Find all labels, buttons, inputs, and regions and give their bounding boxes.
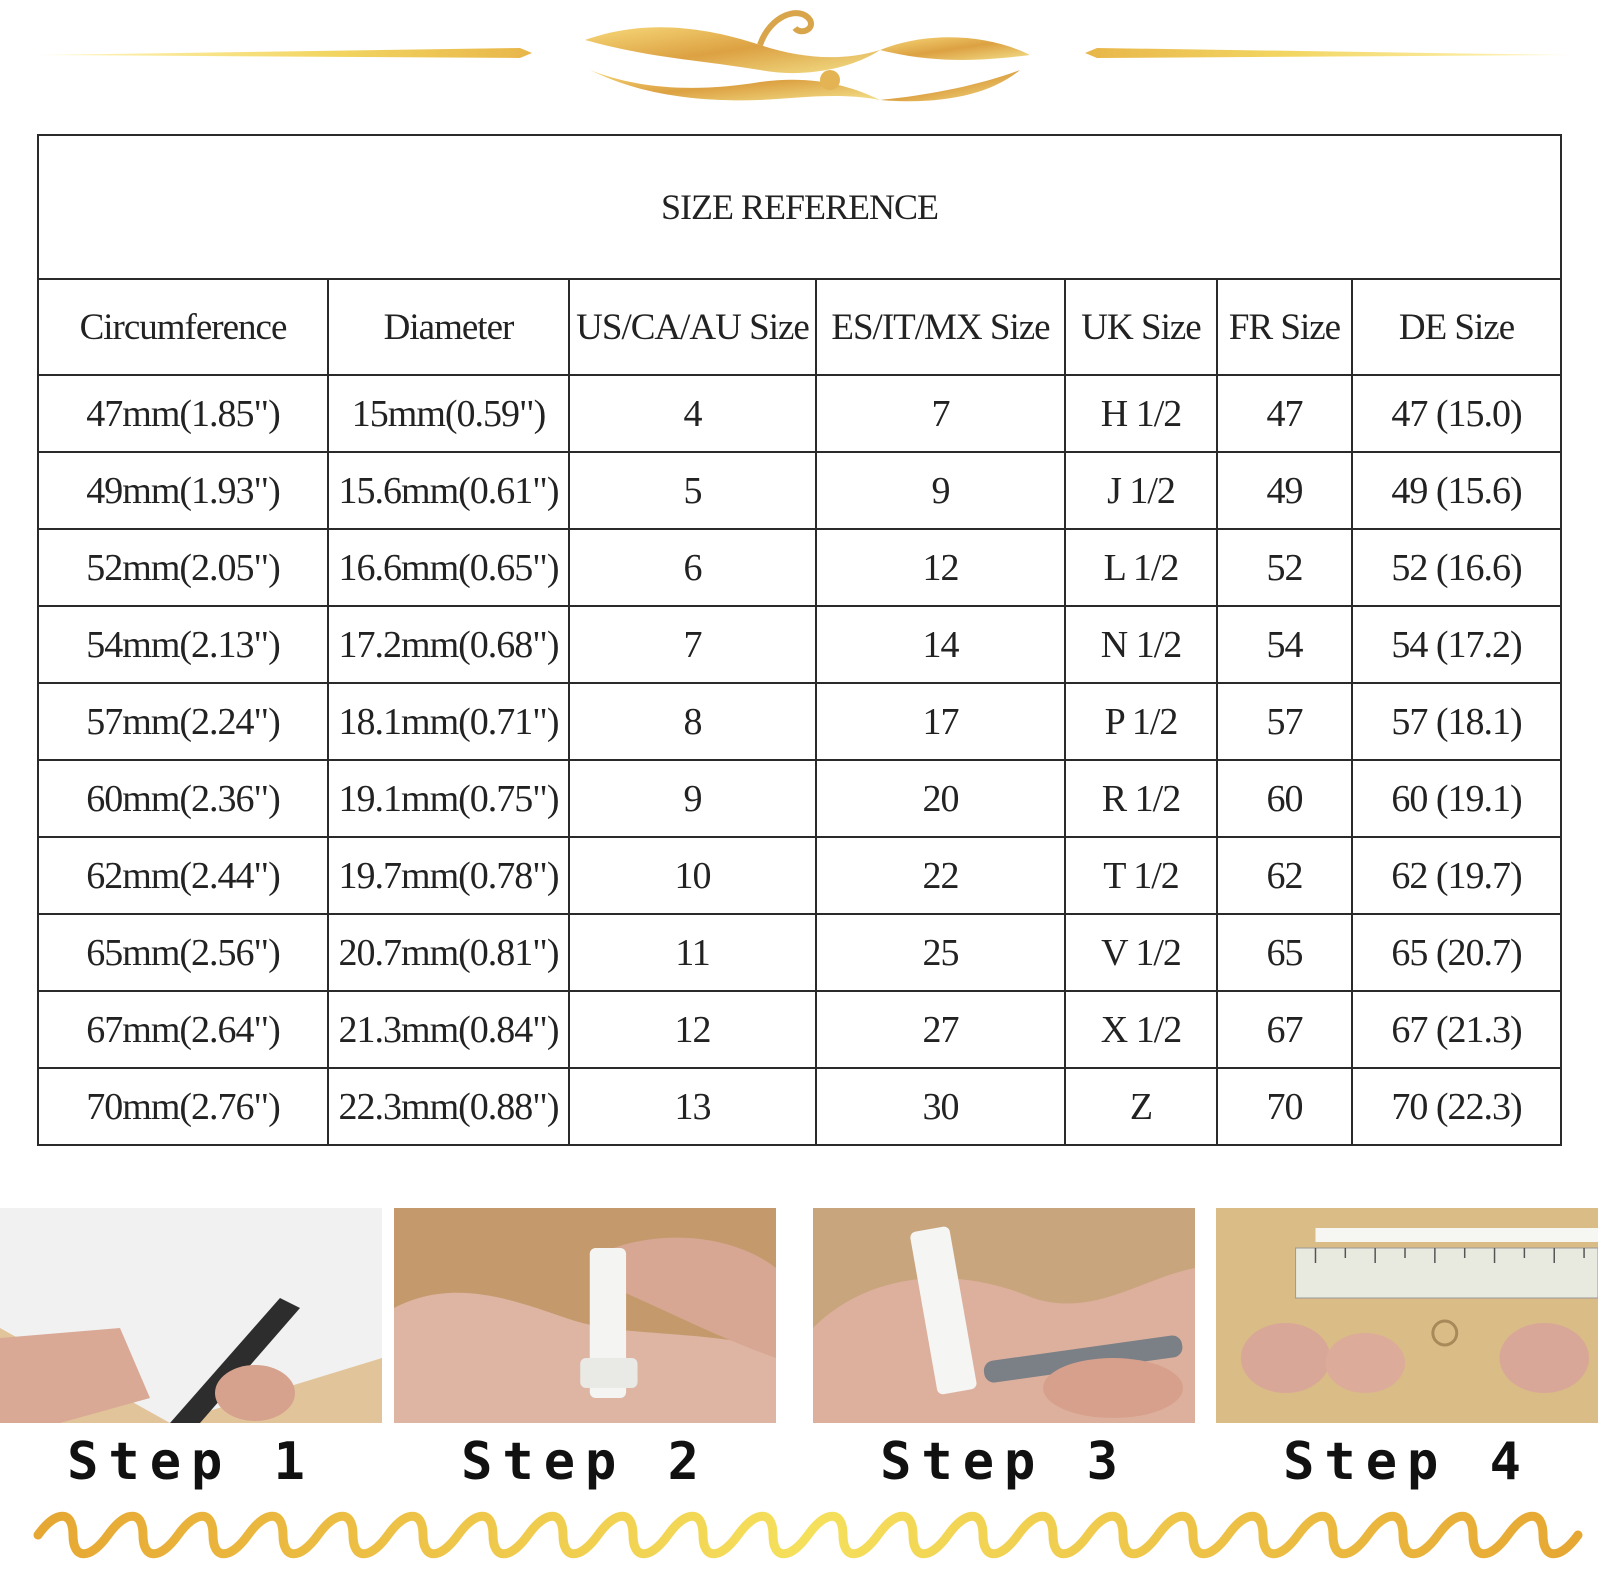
table-cell: J 1/2: [1065, 452, 1217, 529]
table-cell: 47mm(1.85"): [38, 375, 328, 452]
table-cell: 17.2mm(0.68"): [328, 606, 569, 683]
table-cell: 5: [569, 452, 816, 529]
table-cell: Z: [1065, 1068, 1217, 1145]
table-cell: 62mm(2.44"): [38, 837, 328, 914]
table-cell: L 1/2: [1065, 529, 1217, 606]
table-cell: 60mm(2.36"): [38, 760, 328, 837]
right-flourish-line: [1085, 48, 1570, 58]
column-header: Diameter: [328, 279, 569, 375]
table-cell: 10: [569, 837, 816, 914]
table-cell: 67mm(2.64"): [38, 991, 328, 1068]
table-cell: 15.6mm(0.61"): [328, 452, 569, 529]
table-row: [38, 606, 1561, 683]
gold-wave-line: [38, 1516, 1578, 1554]
table-cell: 25: [816, 914, 1065, 991]
table-cell: 20: [816, 760, 1065, 837]
column-header: US/CA/AU Size: [569, 279, 816, 375]
table-cell: 9: [569, 760, 816, 837]
table-cell: 65mm(2.56"): [38, 914, 328, 991]
table-cell: X 1/2: [1065, 991, 1217, 1068]
table-cell: 4: [569, 375, 816, 452]
table-cell: 30: [816, 1068, 1065, 1145]
table-cell: 20.7mm(0.81"): [328, 914, 569, 991]
table-row: [38, 683, 1561, 760]
table-cell: 18.1mm(0.71"): [328, 683, 569, 760]
step-1-photo-cutting-paper: [0, 1208, 382, 1423]
table-cell: 19.1mm(0.75"): [328, 760, 569, 837]
step-3-photo-marking-strip: [813, 1208, 1195, 1423]
table-cell: 70: [1217, 1068, 1352, 1145]
table-cell: 70mm(2.76"): [38, 1068, 328, 1145]
table-cell: 60: [1217, 760, 1352, 837]
table-cell: 47: [1217, 375, 1352, 452]
table-cell: 70 (22.3): [1352, 1068, 1561, 1145]
step-4-label: Step 4: [1283, 1432, 1531, 1492]
table-row: [38, 529, 1561, 606]
table-row: [38, 991, 1561, 1068]
table-cell: P 1/2: [1065, 683, 1217, 760]
table-cell: 14: [816, 606, 1065, 683]
table-cell: 12: [816, 529, 1065, 606]
measuring-steps: [0, 1208, 1600, 1508]
column-header: Circumference: [38, 279, 328, 375]
step-2-label: Step 2: [461, 1432, 709, 1492]
table-cell: 47 (15.0): [1352, 375, 1561, 452]
table-row: [38, 760, 1561, 837]
table-cell: 49mm(1.93"): [38, 452, 328, 529]
table-cell: 11: [569, 914, 816, 991]
table-cell: 13: [569, 1068, 816, 1145]
column-header: ES/IT/MX Size: [816, 279, 1065, 375]
table-cell: 54mm(2.13"): [38, 606, 328, 683]
table-cell: 8: [569, 683, 816, 760]
table-cell: 67 (21.3): [1352, 991, 1561, 1068]
step-2: [394, 1208, 776, 1508]
table-cell: 65: [1217, 914, 1352, 991]
table-cell: 16.6mm(0.65"): [328, 529, 569, 606]
table-cell: 52mm(2.05"): [38, 529, 328, 606]
step-3-label: Step 3: [880, 1432, 1128, 1492]
size-reference-table: [37, 134, 1562, 1146]
step-1-label: Step 1: [67, 1432, 315, 1492]
table-cell: H 1/2: [1065, 375, 1217, 452]
table-cell: 57: [1217, 683, 1352, 760]
table-cell: 49 (15.6): [1352, 452, 1561, 529]
table-cell: 65 (20.7): [1352, 914, 1561, 991]
column-header: DE Size: [1352, 279, 1561, 375]
table-cell: 21.3mm(0.84"): [328, 991, 569, 1068]
table-cell: 7: [569, 606, 816, 683]
step-4-photo-measuring-ruler: [1216, 1208, 1598, 1423]
top-gold-ornament: [0, 0, 1600, 115]
table-cell: 54 (17.2): [1352, 606, 1561, 683]
step-1: [0, 1208, 382, 1508]
bottom-gold-wave-ornament: [0, 1500, 1600, 1570]
table-cell: 6: [569, 529, 816, 606]
step-2-photo-wrapping-finger: [394, 1208, 776, 1423]
table-cell: T 1/2: [1065, 837, 1217, 914]
table-cell: 22: [816, 837, 1065, 914]
table-cell: 15mm(0.59"): [328, 375, 569, 452]
column-header: FR Size: [1217, 279, 1352, 375]
table-cell: V 1/2: [1065, 914, 1217, 991]
table-cell: 54: [1217, 606, 1352, 683]
table-cell: 49: [1217, 452, 1352, 529]
table-cell: 7: [816, 375, 1065, 452]
table-title: SIZE REFERENCE: [38, 135, 1561, 279]
table-cell: 19.7mm(0.78"): [328, 837, 569, 914]
table-cell: 62 (19.7): [1352, 837, 1561, 914]
column-header: UK Size: [1065, 279, 1217, 375]
table-cell: 52 (16.6): [1352, 529, 1561, 606]
table-cell: 9: [816, 452, 1065, 529]
table-cell: 62: [1217, 837, 1352, 914]
table-cell: 12: [569, 991, 816, 1068]
center-leaf-scroll: [585, 13, 1030, 101]
table-cell: 17: [816, 683, 1065, 760]
table-cell: 67: [1217, 991, 1352, 1068]
table-row: [38, 837, 1561, 914]
table-row: [38, 452, 1561, 529]
table-body: [38, 375, 1561, 1145]
table-cell: 57mm(2.24"): [38, 683, 328, 760]
table-cell: 22.3mm(0.88"): [328, 1068, 569, 1145]
table-cell: 60 (19.1): [1352, 760, 1561, 837]
table-row: [38, 1068, 1561, 1145]
table-row: [38, 914, 1561, 991]
table-cell: N 1/2: [1065, 606, 1217, 683]
step-4: [1216, 1208, 1598, 1508]
step-3: [813, 1208, 1195, 1508]
table-header-row: [38, 279, 1561, 375]
table-cell: 57 (18.1): [1352, 683, 1561, 760]
table-row: [38, 375, 1561, 452]
left-flourish-line: [40, 48, 532, 58]
table-cell: 27: [816, 991, 1065, 1068]
table-cell: 52: [1217, 529, 1352, 606]
table-cell: R 1/2: [1065, 760, 1217, 837]
